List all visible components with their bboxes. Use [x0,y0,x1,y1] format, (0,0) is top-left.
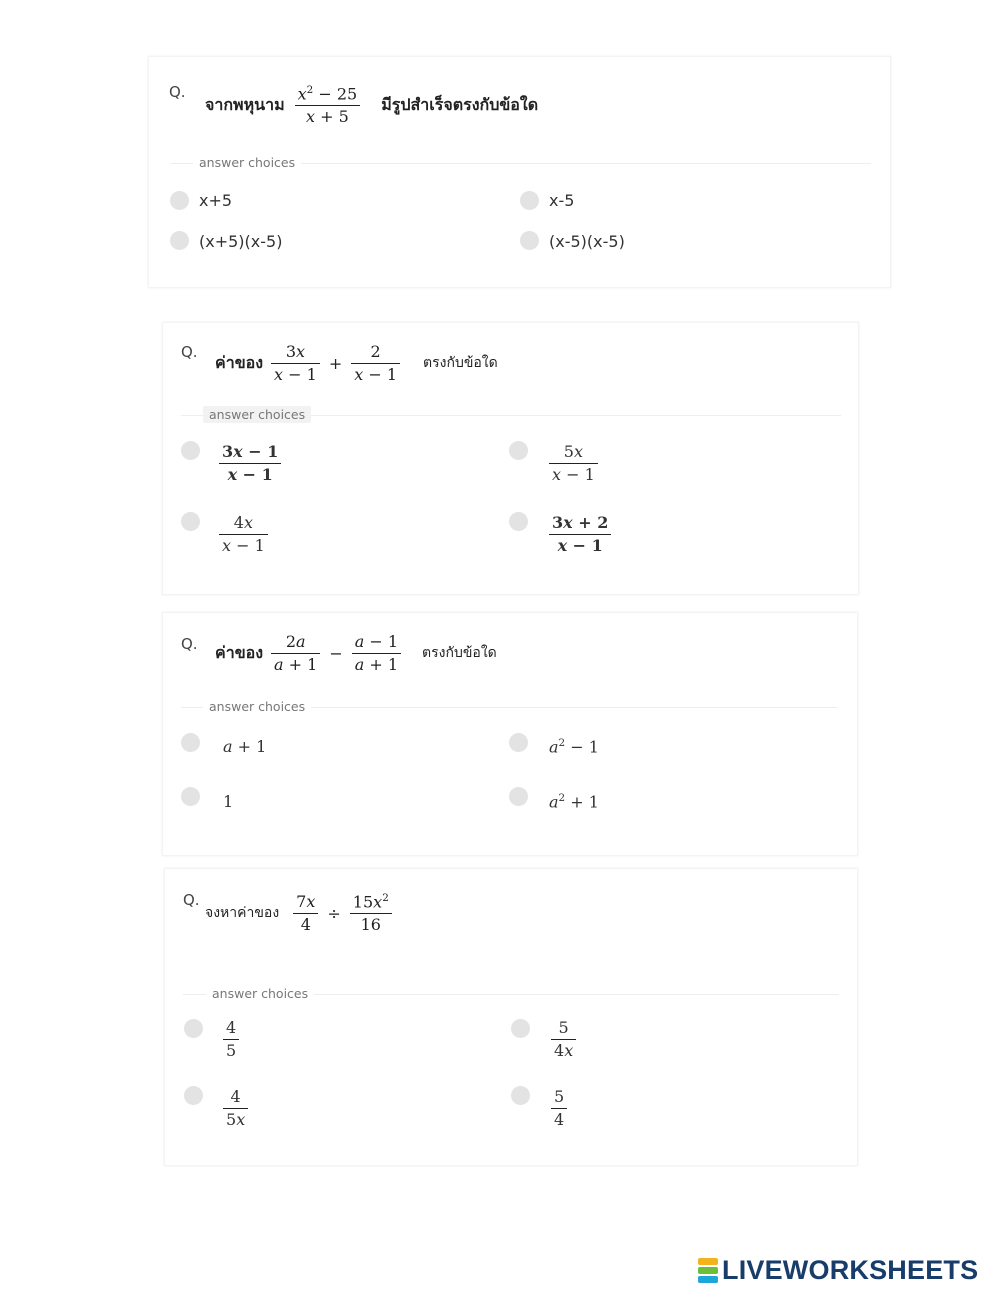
choice-a[interactable]: a + 1 [223,737,267,756]
question-label: Q. [183,891,200,909]
choice-b[interactable]: $a^2 - 1$ [549,737,599,757]
choice-b[interactable]: x-5 [549,191,575,210]
logo-mark-icon [698,1258,718,1283]
question-label: Q. [181,635,198,653]
choice-radio-d[interactable] [509,512,528,531]
choice-radio-a[interactable] [181,733,200,752]
choice-radio-d[interactable] [509,787,528,806]
choice-b[interactable]: 5x x − 1 [549,441,598,485]
question-prefix: จงหาค่าของ [205,905,280,922]
question-card-1 [148,56,891,288]
choice-radio-b[interactable] [509,733,528,752]
choice-a[interactable]: 4 5 [223,1017,239,1061]
answer-choices-label: answer choices [193,154,301,171]
liveworksheets-logo [698,1255,978,1286]
choice-c[interactable]: 1 [223,792,234,811]
question-text [205,83,538,128]
choice-radio-b[interactable] [509,441,528,460]
logo-text: LIVEWORKSHEETS [722,1255,979,1285]
question-prefix: ค่าของ [215,352,264,372]
choice-radio-a[interactable] [184,1019,203,1038]
choice-c[interactable]: 4 5x [223,1086,248,1130]
answer-choices-label: answer choices [203,406,311,423]
choice-radio-c[interactable] [184,1086,203,1105]
answer-choices-label: answer choices [206,985,314,1002]
choice-radio-a[interactable] [170,191,189,210]
choice-radio-d[interactable] [520,231,539,250]
question-term-1: $\frac{7x}{4}$ [293,891,318,935]
question-expression: $\frac{x^2 - 25}{x + 5}$ [295,83,361,128]
choice-d[interactable]: 5 4 [551,1086,567,1130]
question-text: ค่าของ $\frac{3x}{x - 1}$ + $\frac{2}{x - 1}$ ตรงกับข้อใด [215,342,498,384]
choice-d[interactable]: $a^2 + 1$ [549,792,599,812]
question-label: Q. [181,343,198,361]
question-prefix: ค่าของ [215,642,264,662]
question-suffix: ตรงกับข้อใด [422,645,497,662]
question-term-2: $\frac{15x^2}{16}$ [350,891,392,936]
question-term-2: $\frac{2}{x - 1}$ [351,341,400,385]
question-card-3 [162,612,858,856]
question-suffix: ตรงกับข้อใด [423,355,498,372]
question-card-2 [162,322,859,595]
logo-block-icon [698,1276,718,1283]
question-label: Q. [169,83,186,101]
choice-a[interactable]: 3x − 1 x − 1 [219,441,281,485]
logo-block-icon [698,1267,718,1274]
choice-b[interactable]: 5 4x [551,1017,576,1061]
choice-radio-c[interactable] [181,512,200,531]
choice-radio-b[interactable] [511,1019,530,1038]
question-text: จงหาค่าของ $\frac{7x}{4}$ ÷ $\frac{15x^2}{16}$ [205,891,397,936]
question-card-4 [164,868,858,1166]
choice-radio-c[interactable] [170,231,189,250]
choice-radio-c[interactable] [181,787,200,806]
choice-c[interactable]: (x+5)(x-5) [199,232,283,251]
logo-block-icon [698,1258,718,1265]
choice-radio-d[interactable] [511,1086,530,1105]
choice-d[interactable]: 3x + 2 x − 1 [549,512,611,556]
choice-d[interactable]: (x-5)(x-5) [549,232,625,251]
question-term-1: $\frac{3x}{x - 1}$ [271,341,320,385]
question-suffix: มีรูปสำเร็จตรงกับข้อใด [381,94,539,114]
choice-a[interactable]: x+5 [199,191,233,210]
choice-radio-b[interactable] [520,191,539,210]
question-term-2: $\frac{a - 1}{a + 1}$ [352,631,401,675]
question-prefix: จากพหุนาม [205,94,285,114]
question-text: ค่าของ $\frac{2a}{a + 1}$ − $\frac{a - 1}{a + 1}$ ตรงกับข้อใด [215,632,497,674]
question-term-1: $\frac{2a}{a + 1}$ [271,631,320,675]
choice-c[interactable]: 4x x − 1 [219,512,268,556]
answer-choices-label: answer choices [203,698,311,715]
choice-radio-a[interactable] [181,441,200,460]
